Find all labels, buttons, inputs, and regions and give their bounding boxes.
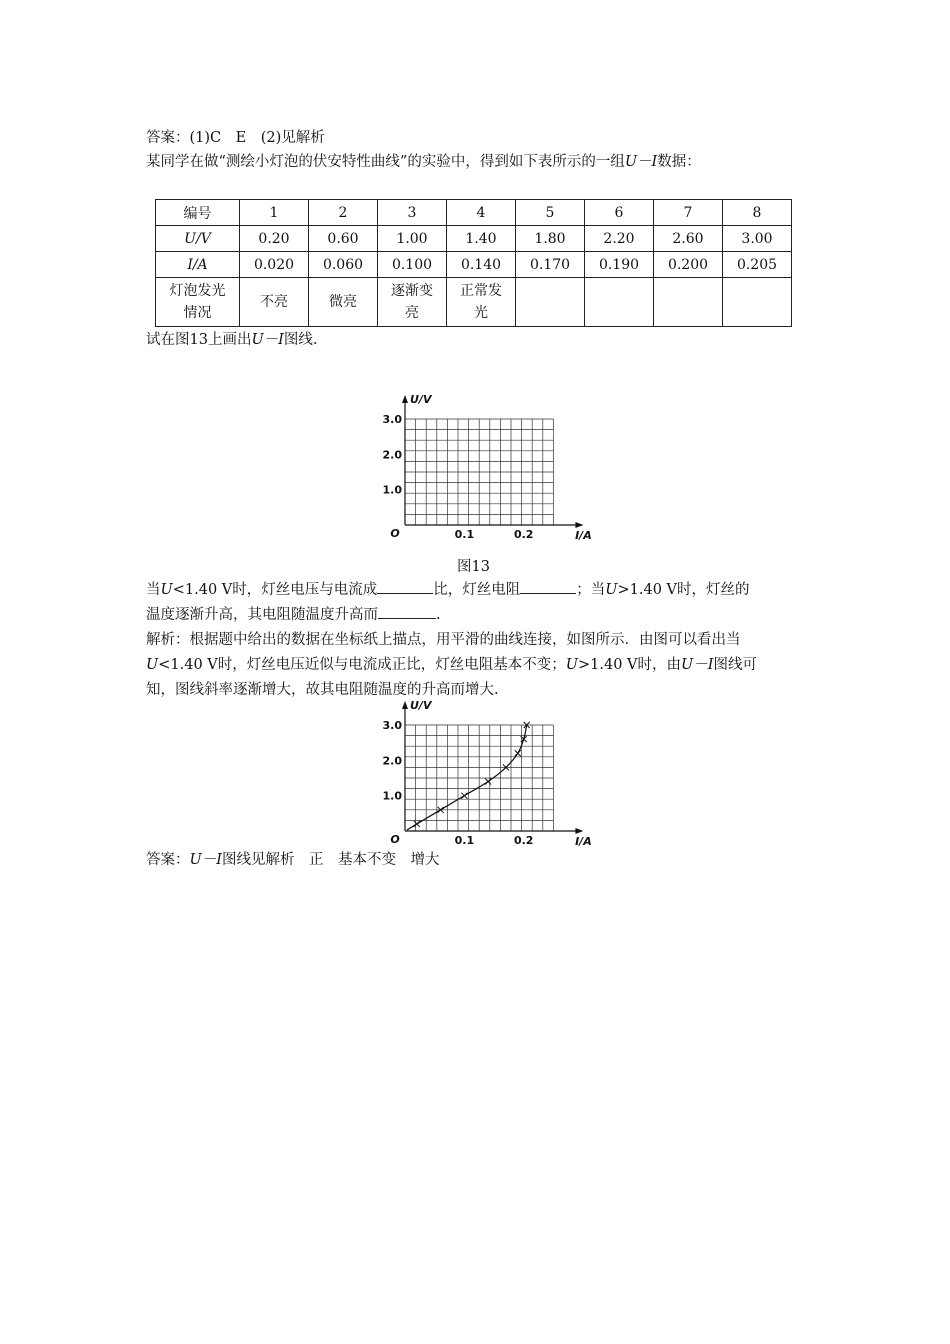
table-cell: 3.00 — [723, 226, 792, 252]
table-cell: 1.00 — [378, 226, 447, 252]
table-cell: 3 — [378, 200, 447, 226]
origin-label: O — [390, 527, 400, 540]
x-axis-arrow — [575, 522, 583, 528]
x-axis-label: I/A — [575, 835, 592, 848]
analysis-text: >1.40 V时，由 — [577, 657, 681, 673]
y-axis-label: U/V — [410, 699, 432, 712]
analysis-text: 图线可 — [713, 657, 757, 673]
table-row — [156, 252, 792, 278]
analysis-var: U — [146, 657, 159, 673]
answer-ui: U－I — [189, 852, 222, 868]
task-line — [146, 330, 318, 350]
table-row — [156, 226, 792, 252]
table-cell: 不亮 — [240, 278, 309, 327]
answer-line-2 — [146, 850, 439, 870]
table-row — [156, 278, 792, 327]
table-cell: 2 — [309, 200, 378, 226]
task-after: 图线. — [283, 332, 318, 348]
row-header — [156, 278, 240, 327]
analysis-var: U — [565, 657, 578, 673]
x-tick-label: 0.2 — [513, 834, 534, 847]
data-point-marker — [515, 750, 521, 756]
q-text: >1.40 V时，灯丝的 — [617, 582, 750, 598]
task-text: 试在图13上画出 — [146, 332, 252, 348]
answer-text: 图线见解析 正 基本不变 增大 — [221, 852, 440, 868]
y-axis-arrow — [402, 395, 408, 403]
answer-blank[interactable] — [377, 579, 433, 594]
figure-caption: 图13 — [457, 559, 490, 575]
table-cell — [585, 278, 654, 327]
table-cell: 0.020 — [240, 252, 309, 278]
cell-text: 正常发光 — [460, 283, 502, 321]
y-tick-label: 2.0 — [382, 754, 402, 768]
intro-ui: U－I — [624, 154, 658, 170]
task-ui: U－I — [251, 332, 284, 348]
answer-blank[interactable] — [520, 579, 576, 594]
table-cell: 0.140 — [447, 252, 516, 278]
analysis-text: 解析：根据题中给出的数据在坐标纸上描点，用平滑的曲线连接，如图所示．由图可以看出当 — [146, 632, 741, 648]
x-tick-label: 0.1 — [454, 528, 475, 541]
data-point-marker — [414, 821, 420, 827]
x-axis-arrow — [575, 828, 583, 834]
analysis-var: U－I — [681, 657, 714, 673]
q-text: ；当 — [576, 582, 606, 598]
table-cell: 6 — [585, 200, 654, 226]
table-cell — [723, 278, 792, 327]
x-tick-label: 0.2 — [513, 528, 534, 541]
table-cell: 0.60 — [309, 226, 378, 252]
table-row — [156, 200, 792, 226]
table-cell: 7 — [654, 200, 723, 226]
table-cell — [516, 278, 585, 327]
data-point-marker — [485, 779, 491, 785]
q-text: <1.40 V时，灯丝电压与电流成 — [172, 582, 378, 598]
table-cell — [654, 278, 723, 327]
table-cell: 1.40 — [447, 226, 516, 252]
question-line-1 — [146, 579, 750, 600]
table-cell — [378, 278, 447, 327]
analysis-line-1 — [146, 630, 741, 650]
table-cell: 0.200 — [654, 252, 723, 278]
y-axis-arrow — [402, 701, 408, 709]
table-cell: 1 — [240, 200, 309, 226]
row-header-text: 灯泡发光情况 — [169, 283, 226, 321]
data-point-marker — [461, 793, 467, 799]
y-axis-label: U/V — [410, 393, 432, 406]
analysis-line-2 — [146, 655, 757, 675]
analysis-text: 知，图线斜率逐渐增大，故其电阻随温度的升高而增大. — [146, 682, 499, 698]
intro-text: 某同学在做“测绘小灯泡的伏安特性曲线”的实验中，得到如下表所示的一组 — [146, 154, 625, 170]
x-tick-label: 0.1 — [454, 834, 475, 847]
table-cell: 5 — [516, 200, 585, 226]
q-text: 温度逐渐升高，其电阻随温度升高而 — [146, 607, 378, 623]
table-cell: 8 — [723, 200, 792, 226]
x-axis-label: I/A — [575, 529, 592, 542]
q-var: U — [605, 582, 618, 598]
table-cell: 2.20 — [585, 226, 654, 252]
q-text: . — [436, 607, 441, 623]
table-cell: 0.205 — [723, 252, 792, 278]
row-header: U/V — [156, 226, 240, 252]
answer-label: 答案： — [146, 130, 190, 146]
table-cell: 1.80 — [516, 226, 585, 252]
analysis-text: <1.40 V时，灯丝电压近似与电流成正比，灯丝电阻基本不变； — [158, 657, 566, 673]
table-cell: 0.100 — [378, 252, 447, 278]
origin-label: O — [390, 833, 400, 846]
q-text: 比，灯丝电阻 — [433, 582, 521, 598]
analysis-line-3 — [146, 680, 499, 700]
answer-blank[interactable] — [378, 604, 436, 619]
intro-line — [146, 152, 701, 172]
answer-line-1 — [146, 128, 325, 148]
solution-graph — [360, 698, 592, 848]
answer-label: 答案： — [146, 852, 190, 868]
row-header: I/A — [156, 252, 240, 278]
figure-13-empty-grid — [360, 392, 592, 542]
q-var: U — [160, 582, 173, 598]
q-text: 当 — [146, 582, 161, 598]
cell-text: 逐渐变亮 — [391, 283, 433, 321]
answer-text: (1)C E (2)见解析 — [189, 130, 325, 146]
intro-after: 数据： — [657, 154, 701, 170]
row-header: 编号 — [156, 200, 240, 226]
table-cell: 2.60 — [654, 226, 723, 252]
y-tick-label: 1.0 — [382, 483, 402, 497]
table-cell: 4 — [447, 200, 516, 226]
y-tick-label: 1.0 — [382, 789, 402, 803]
question-line-2 — [146, 604, 441, 625]
table-cell: 0.190 — [585, 252, 654, 278]
table-cell: 0.060 — [309, 252, 378, 278]
u-i-curve — [407, 725, 527, 830]
y-tick-label: 3.0 — [382, 413, 402, 426]
table-cell: 0.170 — [516, 252, 585, 278]
table-cell — [447, 278, 516, 327]
y-tick-label: 2.0 — [382, 448, 402, 462]
table-cell: 0.20 — [240, 226, 309, 252]
y-tick-label: 3.0 — [382, 719, 402, 732]
data-table — [155, 199, 792, 327]
table-cell: 微亮 — [309, 278, 378, 327]
